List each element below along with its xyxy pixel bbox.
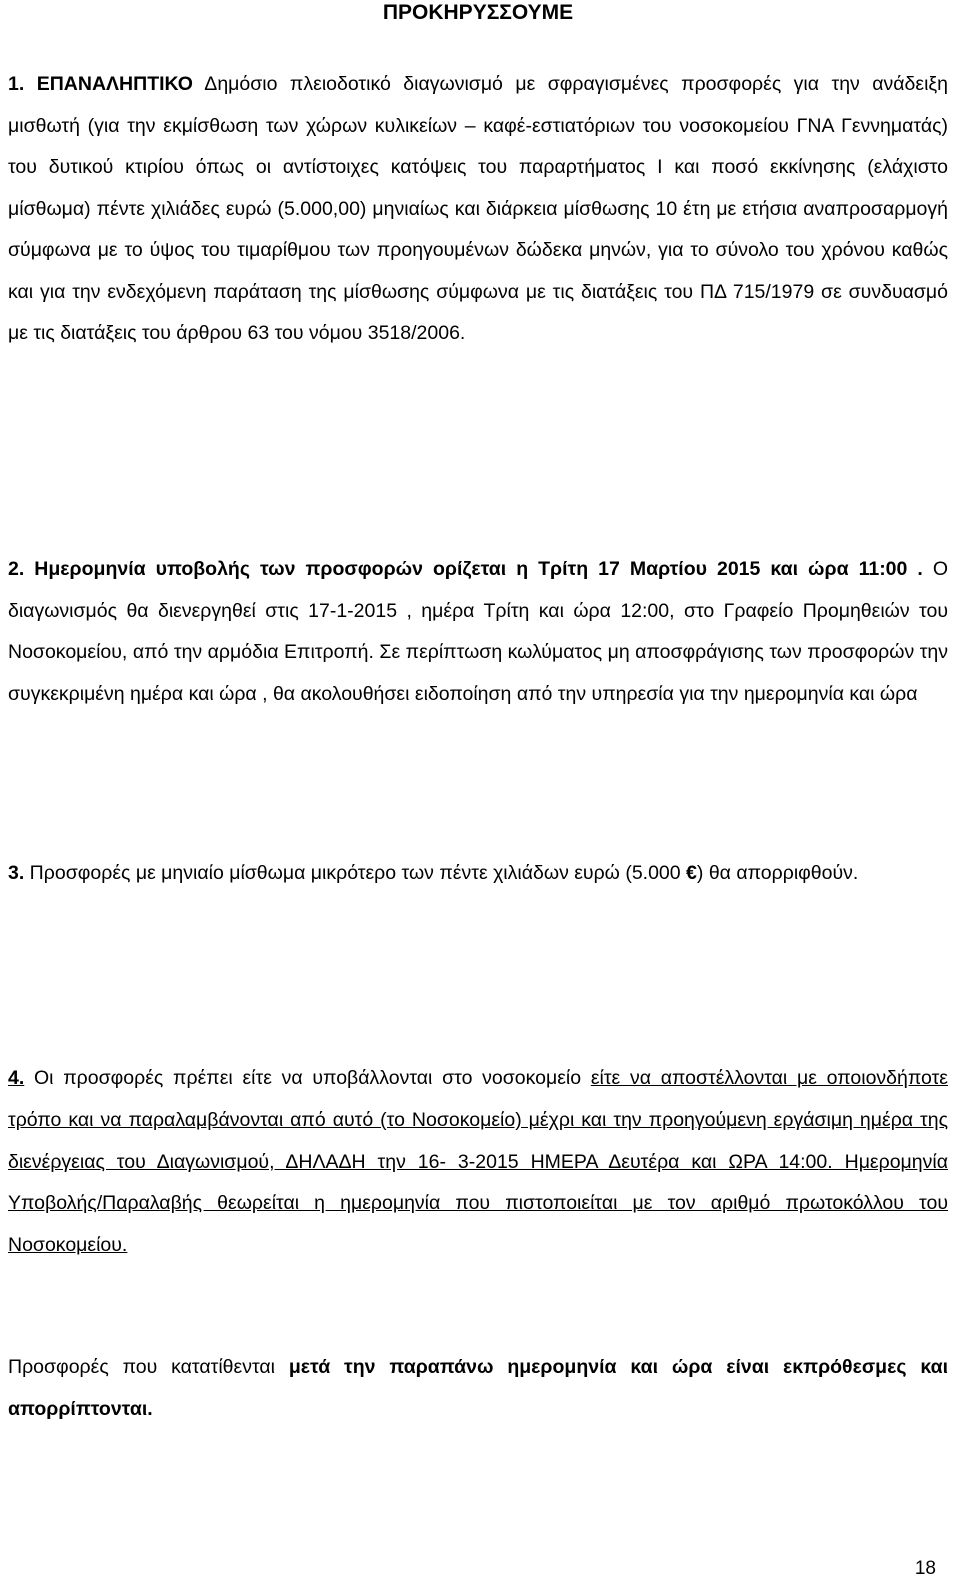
paragraph-5 [8, 1346, 948, 1430]
paragraph-4-text: Οι προσφορές πρέπει είτε να υποβάλλονται στο νοσοκομείο [24, 1067, 591, 1089]
paragraph-5-bold: μετά την παραπάνω ημερομηνία και ώρα είναι εκπρόθεσμες και απορρίπτονται. [8, 1356, 948, 1420]
paragraph-2 [8, 549, 948, 715]
paragraph-3-number: 3. [8, 862, 25, 884]
document-title: ΠΡΟΚΗΡΥΣΣΟΥΜΕ [382, 1, 574, 24]
paragraph-1-text: Δημόσιο πλειοδοτικό διαγωνισμό με σφραγισμένες προσφορές για την ανάδειξη μισθωτή (για την εκμίσθωση των χώρων κυλικείων – καφέ-εστιατόριων του νοσοκομείου ΓΝΑ Γεννηματάς) του δυτικού κτιρίου όπως οι αντίστοιχες κατόψεις του παραρτήματος Ι και ποσό εκκίνησης (ελάχιστο μίσθωμα) πέντε χιλιάδες ευρώ (5.000,00) μηνιαίως και διάρκεια μίσθωσης 10 έτη με ετήσια αναπροσαρμογή σύμφωνα με το ύψος του τιμαρίθμου των προηγουμένων δώδεκα μηνών, για το σύνολο του χρόνου καθώς και για την ενδεχόμενη παράταση της μίσθωσης σύμφωνα με τις διατάξεις του ΠΔ 715/1979 σε συνδυασμό με τις διατάξεις του άρθρου 63 του νόμου 3518/2006. [8, 73, 948, 344]
paragraph-2-text: Ο διαγωνισμός θα διενεργηθεί στις 17-1-2015 , ημέρα Τρίτη και ώρα 12:00, στο Γραφείο Προμηθειών του Νοσοκομείου, από την αρμόδια Επιτροπή. Σε περίπτωση κωλύματος μη αποσφράγισης των προσφορών την συγκεκριμένη ημέρα και ώρα , θα ακολουθήσει ειδοποίηση από την υπηρεσία για την ημερομηνία και ώρα [8, 558, 948, 705]
paragraph-4-underlined: είτε να αποστέλλονται με οποιονδήποτε τρόπο και να παραλαμβάνονται από αυτό (το Νοσοκομείο) μέχρι και την προηγούμενη εργάσιμη ημέρα της διενέργειας του Διαγωνισμού, ΔΗΛΑΔΗ την 16- 3-2015 ΗΜΕΡΑ Δευτέρα και ΩΡΑ 14:00. Ημερομηνία Υποβολής/Παραλαβής θεωρείται η ημερομηνία που πιστοποιείται με τον αριθμό πρωτοκόλλου του Νοσοκομείου. [8, 1067, 949, 1257]
paragraph-5-text: Προσφορές που κατατίθενται [8, 1356, 289, 1378]
euro-symbol: € [686, 862, 697, 884]
paragraph-3-text-b: ) θα απορριφθούν. [696, 862, 859, 884]
paragraph-1 [8, 64, 948, 355]
document-page [8, 0, 948, 1590]
paragraph-4-number: 4. [8, 1067, 25, 1089]
page-number: 18 [914, 1558, 936, 1579]
paragraph-2-bold: 2. Ημερομηνία υποβολής των προσφορών ορίζεται η Τρίτη 17 Μαρτίου 2015 και ώρα 11:00 . [8, 558, 923, 580]
paragraph-3 [8, 853, 948, 895]
paragraph-4 [8, 1058, 948, 1267]
paragraph-1-label: 1. ΕΠΑΝΑΛΗΠΤΙΚΟ [8, 73, 193, 95]
paragraph-3-text-a: Προσφορές με μηνιαίο μίσθωμα μικρότερο των πέντε χιλιάδων ευρώ (5.000 [24, 862, 687, 884]
